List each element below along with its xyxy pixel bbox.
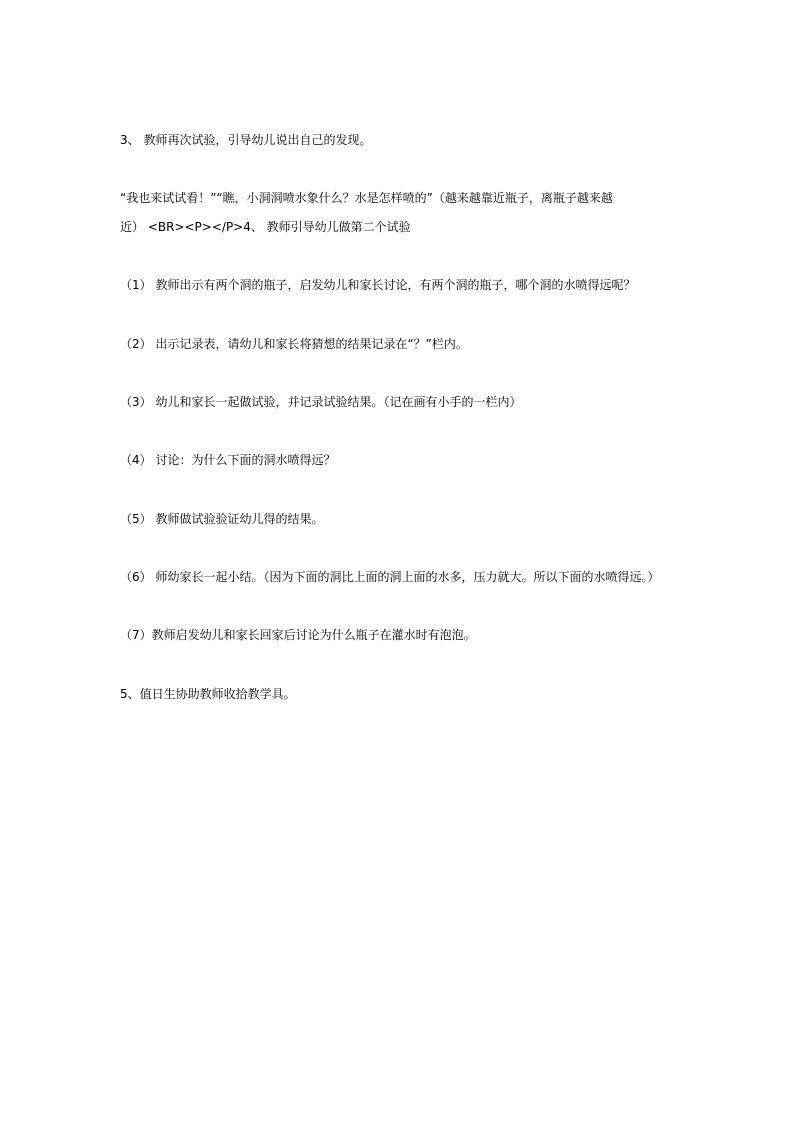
quote-paragraph-line-2: 近） <BR><P></P>4、 教师引导幼儿做第二个试验	[120, 220, 411, 234]
item-2-paragraph: （2） 出示记录表，请幼儿和家长将猜想的结果记录在“？”栏内。	[120, 337, 468, 351]
item-6-paragraph: （6） 师幼家长一起小结。（因为下面的洞比上面的洞上面的水多，压力就大。所以下面的水喷得远。）	[120, 570, 660, 584]
item-7-paragraph: （7）教师启发幼儿和家长回家后讨论为什么瓶子在灌水时有泡泡。	[120, 628, 476, 642]
step-5-paragraph: 5、值日生协助教师收拾教学具。	[120, 687, 296, 701]
item-5-paragraph: （5） 教师做试验验证幼儿得的结果。	[120, 512, 324, 526]
quote-paragraph-line-1: “我也来试试看！”“瞧，小洞洞喷水象什么？水是怎样喷的”（越来越靠近瓶子，离瓶子越来越	[120, 191, 613, 205]
item-4-paragraph: （4） 讨论：为什么下面的洞水喷得远？	[120, 453, 336, 467]
item-3-paragraph: （3） 幼儿和家长一起做试验，并记录试验结果。（记在画有小手的一栏内）	[120, 395, 522, 409]
step-3-paragraph: 3、 教师再次试验，引导幼儿说出自己的发现。	[120, 133, 372, 147]
item-1-paragraph: （1） 教师出示有两个洞的瓶子，启发幼儿和家长讨论，有两个洞的瓶子，哪个洞的水喷得远呢？	[120, 278, 636, 292]
